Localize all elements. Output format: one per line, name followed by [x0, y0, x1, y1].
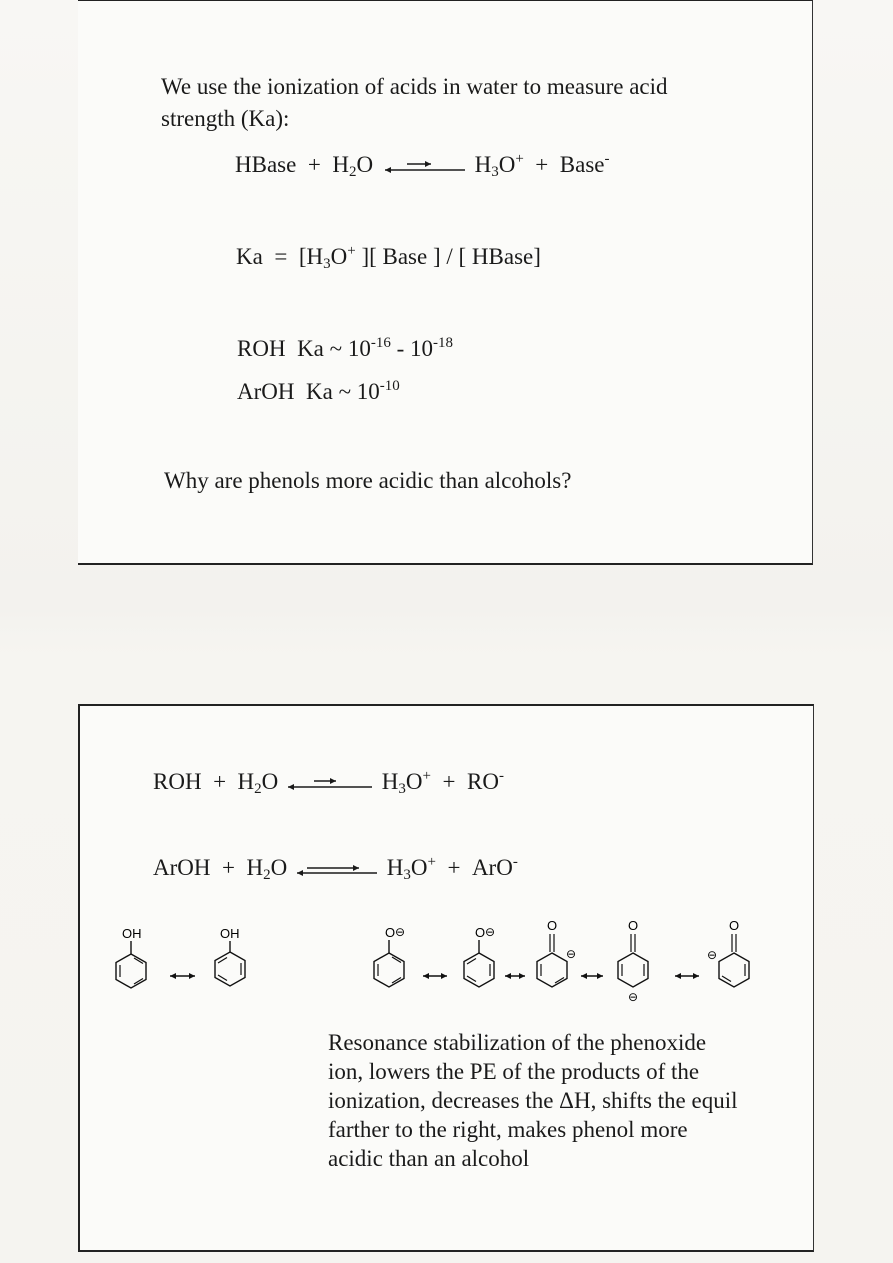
hydronium: $H_3O^+$ — [474, 151, 524, 180]
question: Why are phenols more acidic than alcohols? — [164, 468, 572, 493]
phenol-structure-1 — [116, 926, 146, 988]
intro-line-1: We use the ionization of acids in water to measure acid — [161, 74, 668, 99]
phenoxide-structure-1 — [374, 925, 405, 987]
phenol-resonance-structures — [100, 924, 270, 1004]
phenoxide-resonance-structures — [365, 918, 785, 1018]
resonance-arrow-icon — [423, 973, 447, 979]
plus-sign: + — [307, 152, 321, 177]
equilibrium-arrow-icon — [379, 157, 469, 177]
slide-resonance — [78, 704, 814, 1252]
svg-text:⊖: ⊖ — [566, 947, 577, 961]
svg-text:O: O — [475, 925, 486, 940]
phenol-ionization-equation: ArOH + $H_2O$ $H_3O^+ + ArO^-$ — [153, 854, 518, 883]
alcohol-ka: ROH Ka ~ $10^{-16} - 10^{-18}$ — [237, 335, 453, 361]
svg-text:⊖: ⊖ — [395, 925, 406, 939]
water: $H_2O$ — [332, 152, 374, 180]
svg-text:OH: OH — [122, 926, 142, 941]
plus-sign: + — [535, 152, 549, 177]
alcohol-ionization-equation: ROH + $H_2O$ $H_3O^+ + RO^-$ — [153, 768, 504, 797]
resonance-arrow-icon — [505, 973, 525, 979]
slide-acid-strength — [78, 0, 813, 565]
svg-text:O: O — [729, 918, 740, 933]
phenoxide-structure-3 — [537, 918, 576, 987]
ka-expression: $Ka = [H_3O^+$ ][ Base ] / [ HBase] — [236, 243, 541, 272]
phenol-ka: ArOH Ka ~ $10^{-10}$ — [237, 378, 400, 404]
svg-text:⊖: ⊖ — [628, 990, 639, 1004]
phenoxide-structure-4 — [618, 918, 648, 1004]
resonance-explanation: Resonance stabilization of the phenoxide ion, lowers the PE of the products of the ionization, decreases the ΔH, shifts the equil farther to the right, makes phenol more acidic than an alcohol — [328, 1030, 738, 1171]
intro-line-2: strength (Ka): — [161, 106, 290, 131]
svg-text:O: O — [385, 925, 396, 940]
reactant-hbase: HBase — [235, 152, 297, 177]
svg-text:O: O — [628, 918, 639, 933]
phenoxide-structure-2 — [464, 925, 495, 987]
phenol-structure-2 — [215, 926, 245, 986]
ionization-equation — [235, 151, 609, 179]
equilibrium-arrow-icon — [293, 860, 381, 880]
svg-text:OH: OH — [220, 926, 240, 941]
equilibrium-arrow-icon — [284, 774, 376, 794]
resonance-arrow-icon — [170, 973, 195, 979]
svg-text:⊖: ⊖ — [485, 925, 496, 939]
conjugate-base: Base- — [559, 151, 610, 177]
resonance-arrow-icon — [581, 973, 603, 979]
svg-text:⊖: ⊖ — [707, 948, 718, 962]
svg-text:O: O — [547, 918, 558, 933]
phenoxide-structure-5 — [707, 918, 749, 987]
resonance-arrow-icon — [675, 973, 699, 979]
